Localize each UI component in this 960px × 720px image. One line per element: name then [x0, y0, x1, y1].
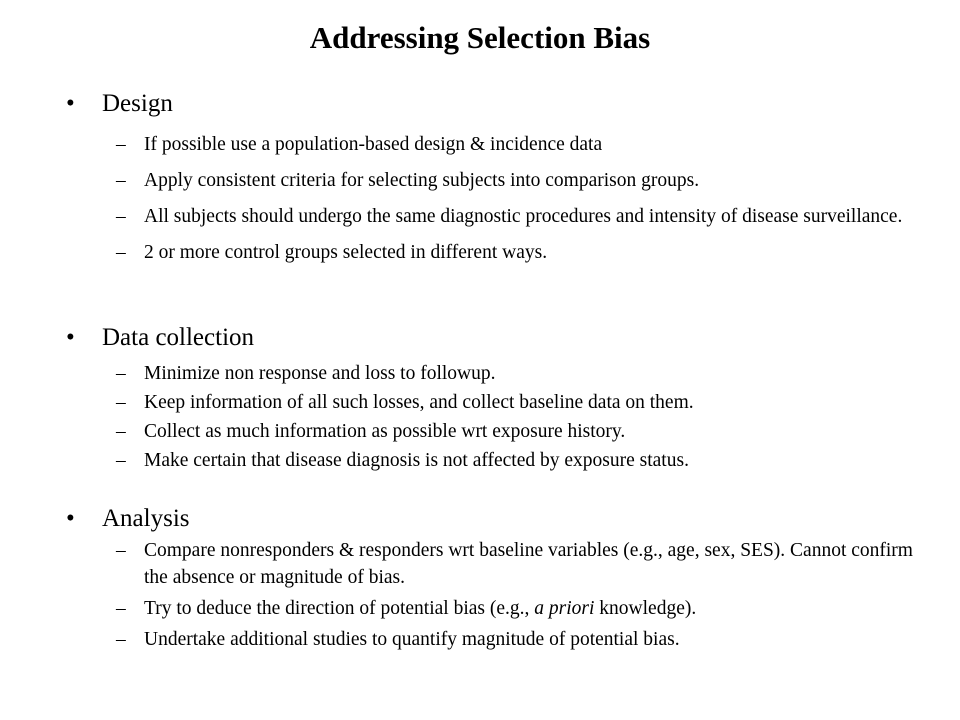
list-item-text: 2 or more control groups selected in different ways. [144, 242, 548, 263]
list-item [66, 239, 926, 266]
dash-icon: – [116, 629, 126, 650]
section-heading-analysis [66, 503, 926, 535]
text-after-emphasis: knowledge). [594, 598, 697, 619]
list-item-text: Keep information of all such losses, and collect baseline data on them. [144, 392, 694, 413]
list-item [66, 389, 926, 416]
dash-icon: – [116, 421, 126, 442]
dash-icon: – [116, 170, 126, 191]
heading-text: Analysis [102, 505, 190, 532]
heading-text: Design [102, 90, 173, 117]
list-item [66, 595, 926, 622]
list-item [66, 447, 926, 474]
dash-icon: – [116, 598, 126, 619]
analysis-list [66, 537, 926, 653]
list-item-text: Undertake additional studies to quantify magnitude of potential bias. [144, 629, 680, 650]
design-list [66, 131, 926, 266]
list-item-text: Compare nonresponders & responders wrt baseline variables (e.g., age, sex, SES). Cannot confirm the absence or magnitude of bias. [144, 540, 913, 588]
list-item-text: If possible use a population-based design & incidence data [144, 134, 603, 155]
list-item-text: Make certain that disease diagnosis is not affected by exposure status. [144, 450, 689, 471]
dash-icon: – [116, 242, 126, 263]
section-data-collection [66, 322, 926, 476]
list-item [66, 626, 926, 653]
section-analysis [66, 503, 926, 657]
list-item [66, 418, 926, 445]
emphasis-text: a priori [534, 598, 595, 619]
list-item [66, 167, 926, 194]
list-item [66, 203, 926, 230]
list-item-text: Minimize non response and loss to followup. [144, 363, 496, 384]
bullet-icon: • [66, 505, 75, 532]
text-before-emphasis: Try to deduce the direction of potential bias (e.g., [144, 598, 535, 619]
dash-icon: – [116, 363, 126, 384]
dash-icon: – [116, 392, 126, 413]
section-design [66, 88, 926, 275]
data-collection-list [66, 360, 926, 474]
dash-icon: – [116, 540, 126, 561]
list-item [66, 360, 926, 387]
section-heading-data-collection [66, 322, 926, 354]
list-item-text: Apply consistent criteria for selecting subjects into comparison groups. [144, 170, 700, 191]
dash-icon: – [116, 134, 126, 155]
slide-title: Addressing Selection Bias [309, 20, 651, 55]
list-item-text: Collect as much information as possible wrt exposure history. [144, 421, 626, 442]
list-item [66, 537, 926, 591]
list-item-text [144, 598, 696, 619]
heading-text: Data collection [102, 324, 255, 351]
section-heading-design [66, 88, 926, 120]
dash-icon: – [116, 206, 126, 227]
bullet-icon: • [66, 90, 75, 117]
dash-icon: – [116, 450, 126, 471]
list-item [66, 131, 926, 158]
list-item-text: All subjects should undergo the same diagnostic procedures and intensity of disease surveillance. [144, 206, 903, 227]
bullet-icon: • [66, 324, 75, 351]
